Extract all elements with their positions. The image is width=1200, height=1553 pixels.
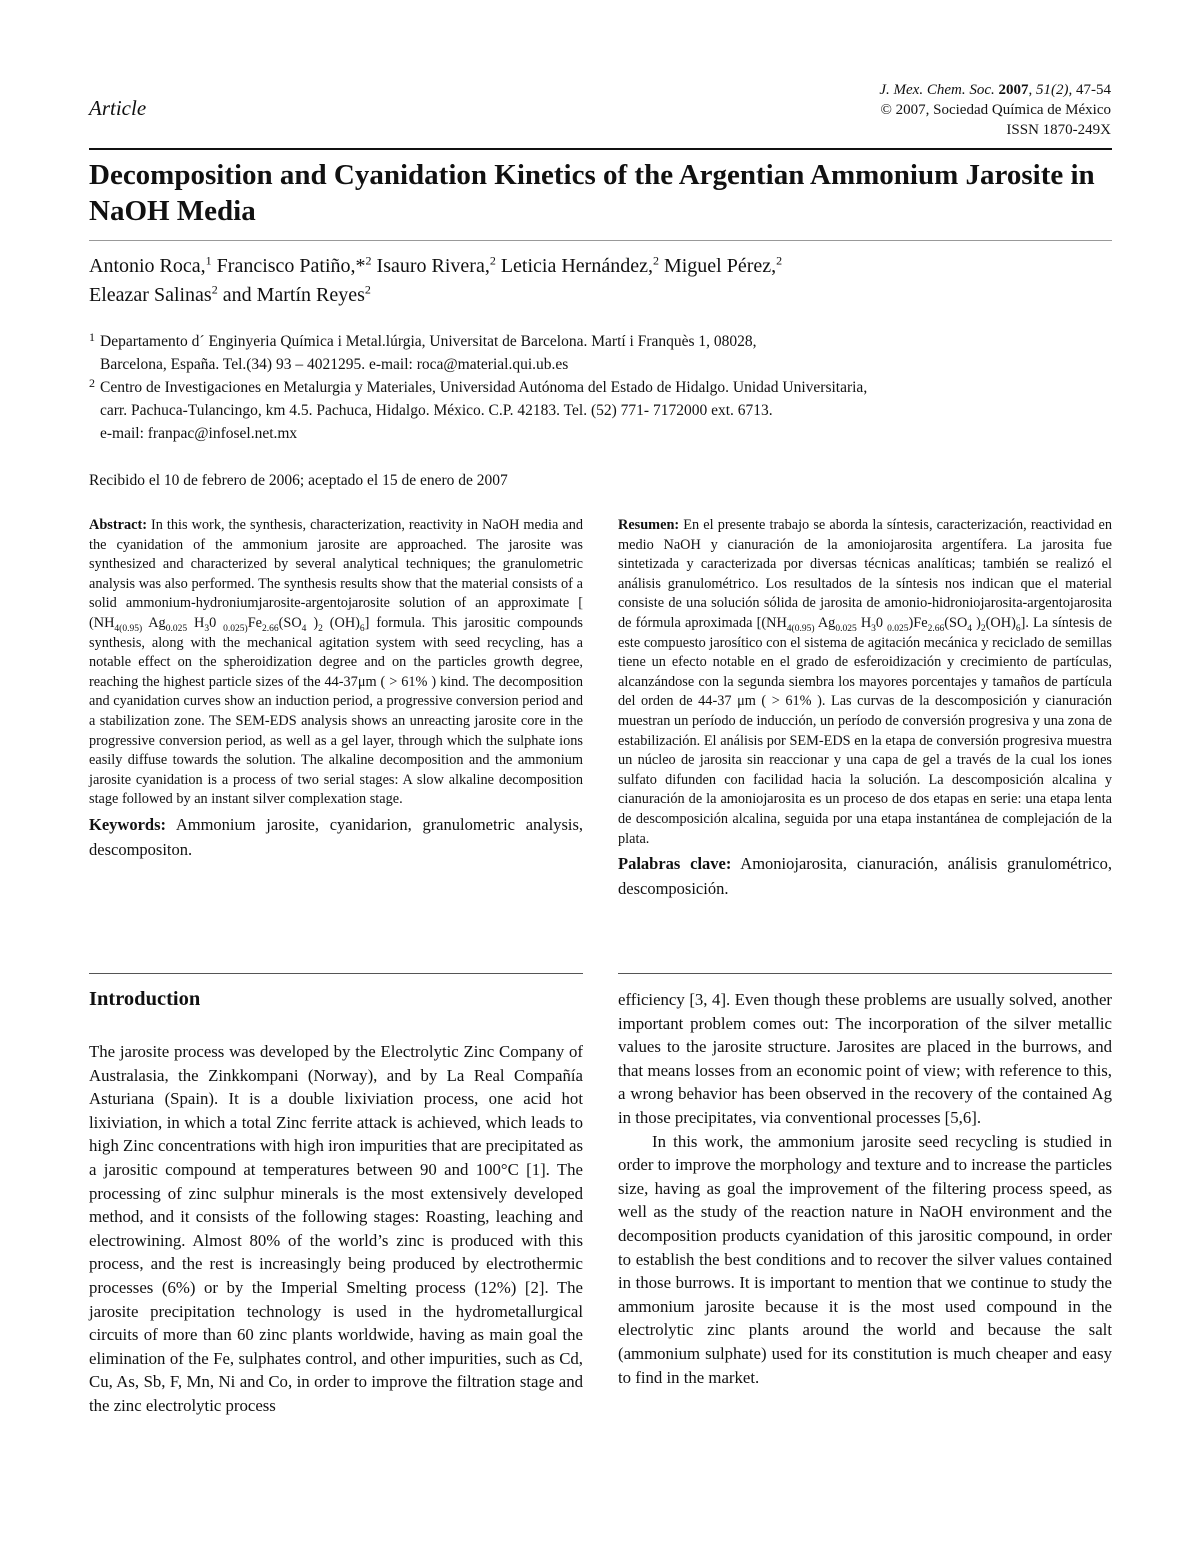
author: Antonio Roca, [89,255,206,277]
journal-copyright: © 2007, Sociedad Química de México [880,102,1111,118]
resumen-text: Resumen: En el presente trabajo se aborda la síntesis, caracterización, reactividad en medio NaOH y cianuración de la amoniojarosita argentífera. La jarosita fue sintetizada y caracterizada por diversas técnicas analíticas; también se realizó el análisis granulométrico. Los resultados de la síntesis nos indican que el material consiste de una solución sólida de jarosita de amonio-hidroniojarosita-argentojarosita de fórmula aproximada [($NH_{4(0.95)}$ $Ag_{0.025}$ $H_30$ $_{0.025})Fe_{2.66}(SO_4$ )$_2(OH)_6$]. La síntesis de este compuesto jarosítico con el sistema de agitación mecánica y reciclado de semillas tiene un efecto notable en el grado de esferoidización y crecimiento de partículas, alcanzándose con la segunda siembra los mayores porcentajes y tamaños de partícula del orden de 44-37 μm ( > 61% ). Las curvas de la descomposición y cianuración muestran un período de inducción, un período de conversión progresiva y una zona de estabilización. El análisis por SEM-EDS en la etapa de conversión progresiva muestra un núcleo de jarosita sin reaccionar y una capa de gel a través de la cual los iones sulfato difunden con facilidad hacia la solución. La descomposición alcalina y cianuración de la amoniojarosita es un proceso de dos etapas en serie: una etapa lenta de descomposición alcalina, seguida por una etapa instantánea de complejación de la plata. [618,517,1112,847]
intro-left-column [89,1040,583,1418]
received-dates: Recibido el 10 de febrero de 2006; aceptado el 15 de enero de 2007 [89,472,508,489]
affiliation-1: 1 Departamento d´ Enginyeria Química i Metal.lúrgia, Universitat de Barcelona. Martí i Franquès 1, 08028, Barcelona, España. Tel.(34) 93 – 4021295. e-mail: roca@material.qui.ub.es [89,330,1112,376]
title-rule [89,240,1112,241]
paragraph: efficiency [3, 4]. Even though these problems are usually solved, another important problem comes out: The incorporation of the silver metallic values to the jarosite structure. Jarosites are placed in the burrows, and that means losses from an economic point of view; with reference to this, a wrong behavior has been observed in the recovery of the contained Ag in those precipitates, via conventional processes [5,6]. [618,990,1112,1127]
author: Leticia Hernández, [495,255,653,277]
left-column-rule [89,973,583,974]
journal-year: 2007 [998,82,1029,98]
resumen-keywords: Palabras clave: Amoniojarosita, cianuración, análisis granulométrico, descomposición. [618,854,1112,899]
paper-title: Decomposition and Cyanidation Kinetics of the Argentian Ammonium Jarosite in NaOH Media [89,159,1095,227]
affiliation-2: 2 Centro de Investigaciones en Metalurgia y Materiales, Universidad Autónoma del Estado de Hidalgo. Unidad Universitaria, carr. Pachuca-Tulancingo, km 4.5. Pachuca, Hidalgo. México. C.P. 42183. Tel. (52) 771- 7172000 ext. 6713. e-mail: franpac@infosel.net.mx [89,376,1112,445]
section-heading-introduction: Introduction [89,988,201,1010]
header-rule [89,148,1112,150]
journal-issn: ISSN 1870-249X [1006,122,1111,138]
paragraph: The jarosite process was developed by the Electrolytic Zinc Company of Australasia, the Zinkkompani (Norway), and by La Real Compañía Asturiana (Spain). It is a double lixiviation process, one acid hot lixiviation, in which a total Zinc ferrite attack is achieved, which leads to high Zinc concentrations with high iron impurities that are precipitated as a jarositic compound at temperatures between 90 and 100°C [1]. The processing of zinc sulphur minerals is the most extensively developed method, and it consists of the following stages: Roasting, leaching and electrowining. Almost 80% of the world’s zinc is produced with this process, and the rest is increasingly being produced by electrothermic processes (6%) or by the Imperial Smelting process (12%) [2]. The jarosite precipitation technology is used in the hydrometallurgical circuits of more than 60 zinc plants worldwide, having as main goal the elimination of the Fe, sulphates control, and other impurities, such as Cd, Cu, As, Sb, F, Mn, Ni and Co, in order to improve the filtration stage and the zinc electrolytic process [89,1042,583,1415]
abstract-keywords: Keywords: Ammonium jarosite, cyanidarion, granulometric analysis, descompositon. [89,814,583,859]
author: Eleazar Salinas [89,284,212,306]
journal-abbrev: J. Mex. Chem. Soc. [879,82,995,98]
resumen-block [618,516,1112,901]
journal-pages: 47-54 [1076,82,1111,98]
intro-right-column [618,988,1112,1389]
author: Miguel Pérez, [658,255,777,277]
affiliation-number: 1 [89,330,95,344]
abstract-text: Abstract: In this work, the synthesis, characterization, reactivity in NaOH media and the cyanidation of the ammonium jarosite are approached. The jarosite was synthesized and characterized by several analytical techniques; the granulometric analysis was also performed. The synthesis results show that the material consists of a solid ammonium-hydroniumjarosite-argentojarosite solution of an approximate [ ($NH_{4(0.95)}$ $Ag_{0.025}$ $H_30$ $_{0.025)}Fe_{2.66}(SO_4$ )$_2$ $(OH)_6$] formula. This jarositic compounds synthesis, along with the mechanical agitation system with seed recycling, has a notable effect on the spheroidization degree and on the particles growth degree, reaching the highest particle sizes of the 44-37μm ( > 61% ) kind. The decomposition and cyanidation curves show an induction period, a progressive conversion period and a stabilization zone. The SEM-EDS analysis shows an unreacting jarosite core in the progressive conversion period, as well as a gel layer, through which the sulphate ions easily diffuse towards the solution. The alkaline decomposition and the ammonium jarosite cyanidation is a process of two serial stages: A slow alkaline decomposition stage followed by an instant silver complexation stage. [89,517,583,808]
affiliation-number: 2 [89,376,95,390]
author: Francisco Patiño,* [211,255,366,277]
author: Isauro Rivera, [371,255,490,277]
abstract-block [89,516,583,862]
paragraph: In this work, the ammonium jarosite seed recycling is studied in order to improve the morphology and texture and to increase the particles size, having as goal the improvement of the filtering process speed, as well as the study of the reaction nature in NaOH environment and the decomposition products cyanidation of this jarositic compound, in order to establish the best conditions and to recover the silver values contained in those burrows. It is important to mention that we continue to study the ammonium jarosite because it is the most used compound in the electrolytic zinc plants around the world and because the salt (ammonium sulphate) used for its constitution is much cheaper and easy to find in the market. [618,1131,1112,1387]
journal-citation: J. Mex. Chem. Soc. 2007, 51(2), 47-54 © 2007, Sociedad Química de México ISSN 1870-249X [879,82,1111,138]
author-list: Antonio Roca,$^1$ Francisco Patiño,*$^2$ Isauro Rivera,$^2$ Leticia Hernández,$^2$ Miguel Pérez,$^2$ Eleazar Salinas$^2$ and Martín Reyes$^2$ [89,253,783,306]
article-type-label: Article [89,96,147,120]
right-column-rule [618,973,1112,974]
author: and Martín Reyes [217,284,365,306]
journal-volume: 51(2), [1036,82,1073,98]
